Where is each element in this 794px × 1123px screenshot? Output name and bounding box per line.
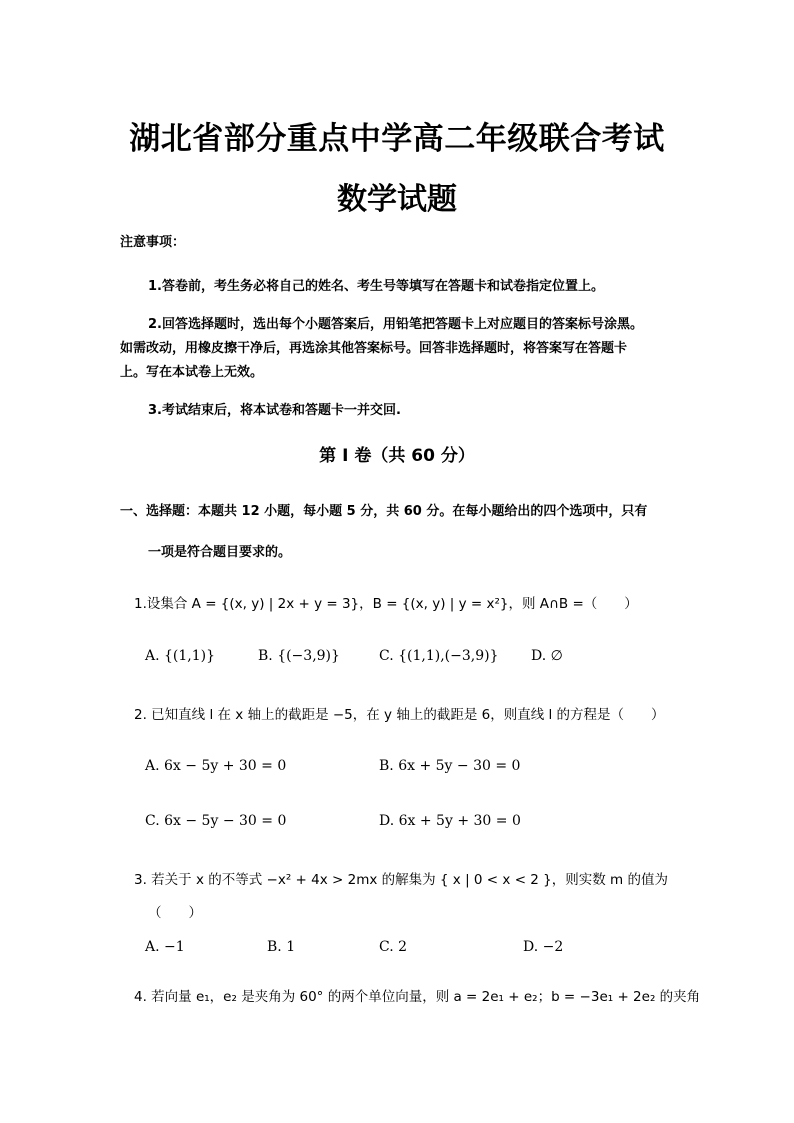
question-2-option-b: B. 6x + 5y − 30 = 0 [379, 758, 521, 774]
question-1-option-b: B. {(−3,9)} [258, 648, 340, 664]
question-3-stem: 3. 若关于 x 的不等式 −x² + 4x > 2mx 的解集为 { x | 0 < x < 2 }，则实数 m 的值为 [134, 872, 668, 888]
section-instruction-line-1: 一、选择题：本题共 12 小题，每小题 5 分，共 60 分。在每小题给出的四个选项中，只有 [120, 504, 648, 519]
question-2-option-d: D. 6x + 5y + 30 = 0 [379, 813, 521, 829]
notice-item-1: 1.答卷前，考生务必将自己的姓名、考生号等填写在答题卡和试卷指定位置上。 [148, 279, 604, 294]
question-3-option-d: D. −2 [523, 939, 564, 955]
section-instruction-line-2: 一项是符合题目要求的。 [148, 545, 292, 560]
question-1-option-d: D. ∅ [531, 648, 563, 664]
question-2-option-c: C. 6x − 5y − 30 = 0 [145, 813, 287, 829]
question-1-option-a: A. {(1,1)} [145, 648, 216, 664]
exam-subtitle: 数学试题 [337, 182, 457, 217]
question-3-option-b: B. 1 [267, 939, 296, 955]
question-1-stem: 1.设集合 A = {(x, y) | 2x + y = 3}，B = {(x, y) | y = x²}，则 A∩B =（ ） [134, 596, 638, 612]
exam-title: 湖北省部分重点中学高二年级联合考试 [129, 121, 665, 157]
notice-item-2-line-1: 2.回答选择题时，选出每个小题答案后，用铅笔把答题卡上对应题目的答案标号涂黑。 [148, 317, 643, 332]
notice-item-2-line-2: 如需改动，用橡皮擦干净后，再选涂其他答案标号。回答非选择题时，将答案写在答题卡 [120, 341, 628, 356]
part-title: 第 I 卷（共 60 分） [319, 446, 475, 466]
question-2-stem: 2. 已知直线 l 在 x 轴上的截距是 −5，在 y 轴上的截距是 6，则直线 l 的方程是（ ） [134, 707, 665, 723]
question-1-option-c: C. {(1,1),(−3,9)} [379, 648, 499, 664]
notice-heading: 注意事项： [120, 235, 186, 250]
question-3-option-c: C. 2 [379, 939, 408, 955]
notice-item-3: 3.考试结束后，将本试卷和答题卡一并交回. [148, 403, 401, 418]
question-2-option-a: A. 6x − 5y + 30 = 0 [145, 758, 287, 774]
question-3-option-a: A. −1 [145, 939, 185, 955]
question-4-stem: 4. 若向量 e₁，e₂ 是夹角为 60° 的两个单位向量，则 a = 2e₁ + e₂；b = −3e₁ + 2e₂ 的夹角 [134, 989, 701, 1005]
notice-item-2-line-3: 上。写在本试卷上无效。 [120, 365, 264, 380]
question-3-stem-continued: （ ） [148, 905, 202, 921]
